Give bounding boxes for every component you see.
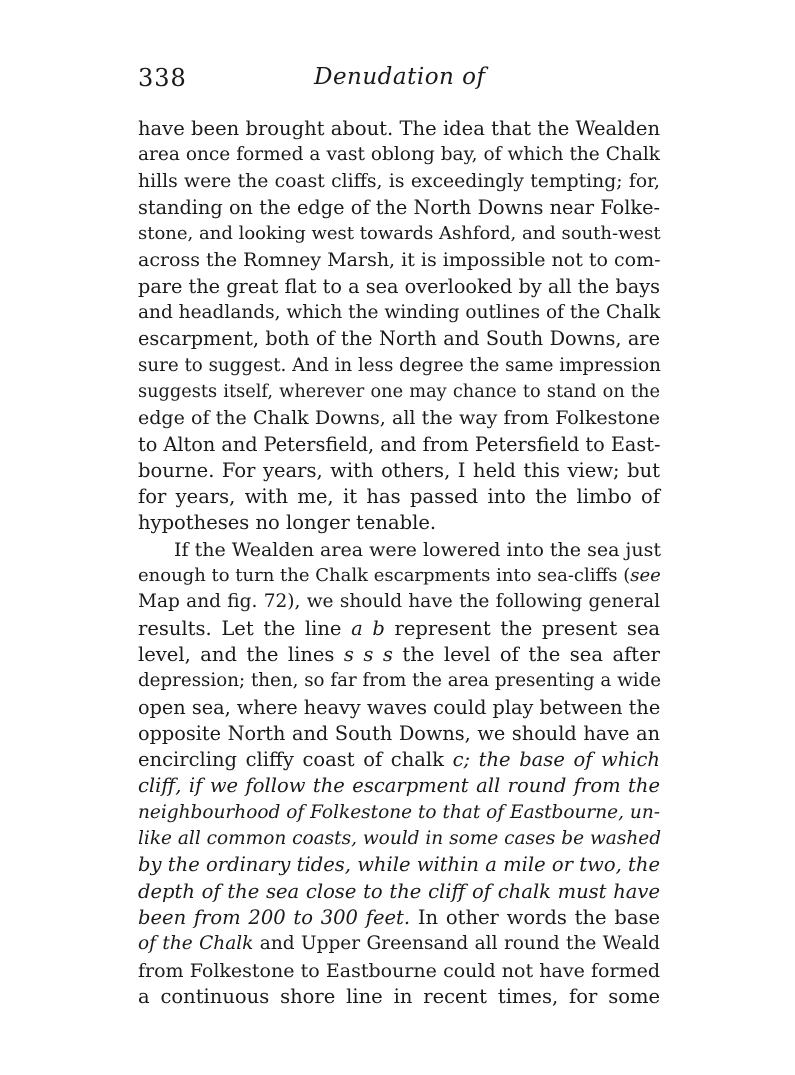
roman-segment: results. Let the line [138, 616, 352, 640]
italic-text-line: neighbourhood of Folkestone to that of Eastbourne, un- [138, 801, 660, 823]
text-line: hills were the coast cliffs, is exceedingly tempting; for, [138, 170, 660, 192]
roman-segment: level, and the lines [138, 642, 344, 666]
text-line: stone, and looking west towards Ashford, and south-west [138, 223, 661, 245]
italic-segment: s s s [343, 642, 393, 666]
italic-segment: see [630, 565, 661, 587]
text-line: bourne. For years, with others, I held this view; but [138, 458, 660, 482]
italic-text-line: depth of the sea close to the cliff of chalk must have [138, 879, 660, 903]
text-line: sure to suggest. And in less degree the same impression [138, 354, 661, 376]
text-line: standing on the edge of the North Downs near Folke- [138, 195, 660, 219]
italic-text-line: like all common coasts, would in some cases be washed [138, 828, 662, 850]
roman-segment: and Upper Greensand all round the Weald [253, 933, 660, 955]
text-line: and headlands, which the winding outlines of the Chalk [138, 302, 661, 324]
text-line: for years, with me, it has passed into the limbo of [138, 485, 660, 509]
italic-segment: c; the base of which [452, 748, 660, 772]
text-line [138, 747, 660, 773]
text-line: have been brought about. The idea that the Wealden [138, 117, 660, 140]
italic-segment: a b [351, 616, 385, 640]
roman-segment: In other words the base [410, 905, 660, 929]
text-line [138, 616, 660, 642]
paragraph-start-line: If the Wealden area were lowered into the sea just [174, 538, 661, 561]
running-title: Denudation of [314, 64, 486, 90]
text-line [138, 931, 660, 957]
text-line: open sea, where heavy waves could play between the [138, 695, 661, 719]
roman-segment: the level of the sea after [392, 642, 660, 666]
text-line: edge of the Chalk Downs, all the way from Folkestone [138, 407, 660, 430]
text-line: opposite North and South Downs, we should have an [138, 721, 660, 745]
page-header [138, 64, 658, 100]
page-number: 338 [138, 64, 187, 92]
text-line: from Folkestone to Eastbourne could not have formed [138, 959, 660, 982]
text-line: area once formed a vast oblong bay, of which the Chalk [138, 144, 660, 166]
text-line: across the Romney Marsh, it is impossible not to com- [138, 249, 661, 272]
text-line: depression; then, so far from the area presenting a wide [138, 670, 662, 692]
text-line: a continuous shore line in recent times, for some [138, 984, 660, 1008]
roman-segment: represent the present sea [384, 616, 661, 640]
text-line: Map and fig. 72), we should have the following general [138, 591, 660, 613]
italic-segment: been from 200 to 300 feet. [138, 905, 411, 929]
roman-segment: encircling cliffy coast of chalk [138, 748, 453, 772]
text-line: to Alton and Petersfield, and from Petersfield to East- [138, 432, 661, 456]
text-line [138, 905, 660, 931]
text-line: pare the great flat to a sea overlooked by all the bays [138, 274, 660, 298]
italic-segment: of the Chalk [138, 933, 254, 955]
paragraph-end-line: hypotheses no longer tenable. [138, 511, 437, 535]
text-line: suggests itself, wherever one may chance to stand on the [138, 381, 660, 402]
italic-text-line: by the ordinary tides, while within a mile or two, the [138, 853, 660, 877]
roman-segment: enough to turn the Chalk escarpments into sea-cliffs ( [138, 565, 631, 587]
body-text [138, 116, 660, 1010]
text-line [138, 642, 660, 668]
text-line: escarpment, both of the North and South Downs, are [138, 327, 660, 351]
italic-text-line: cliff, if we follow the escarpment all round from the [138, 774, 660, 798]
text-line [138, 563, 660, 589]
